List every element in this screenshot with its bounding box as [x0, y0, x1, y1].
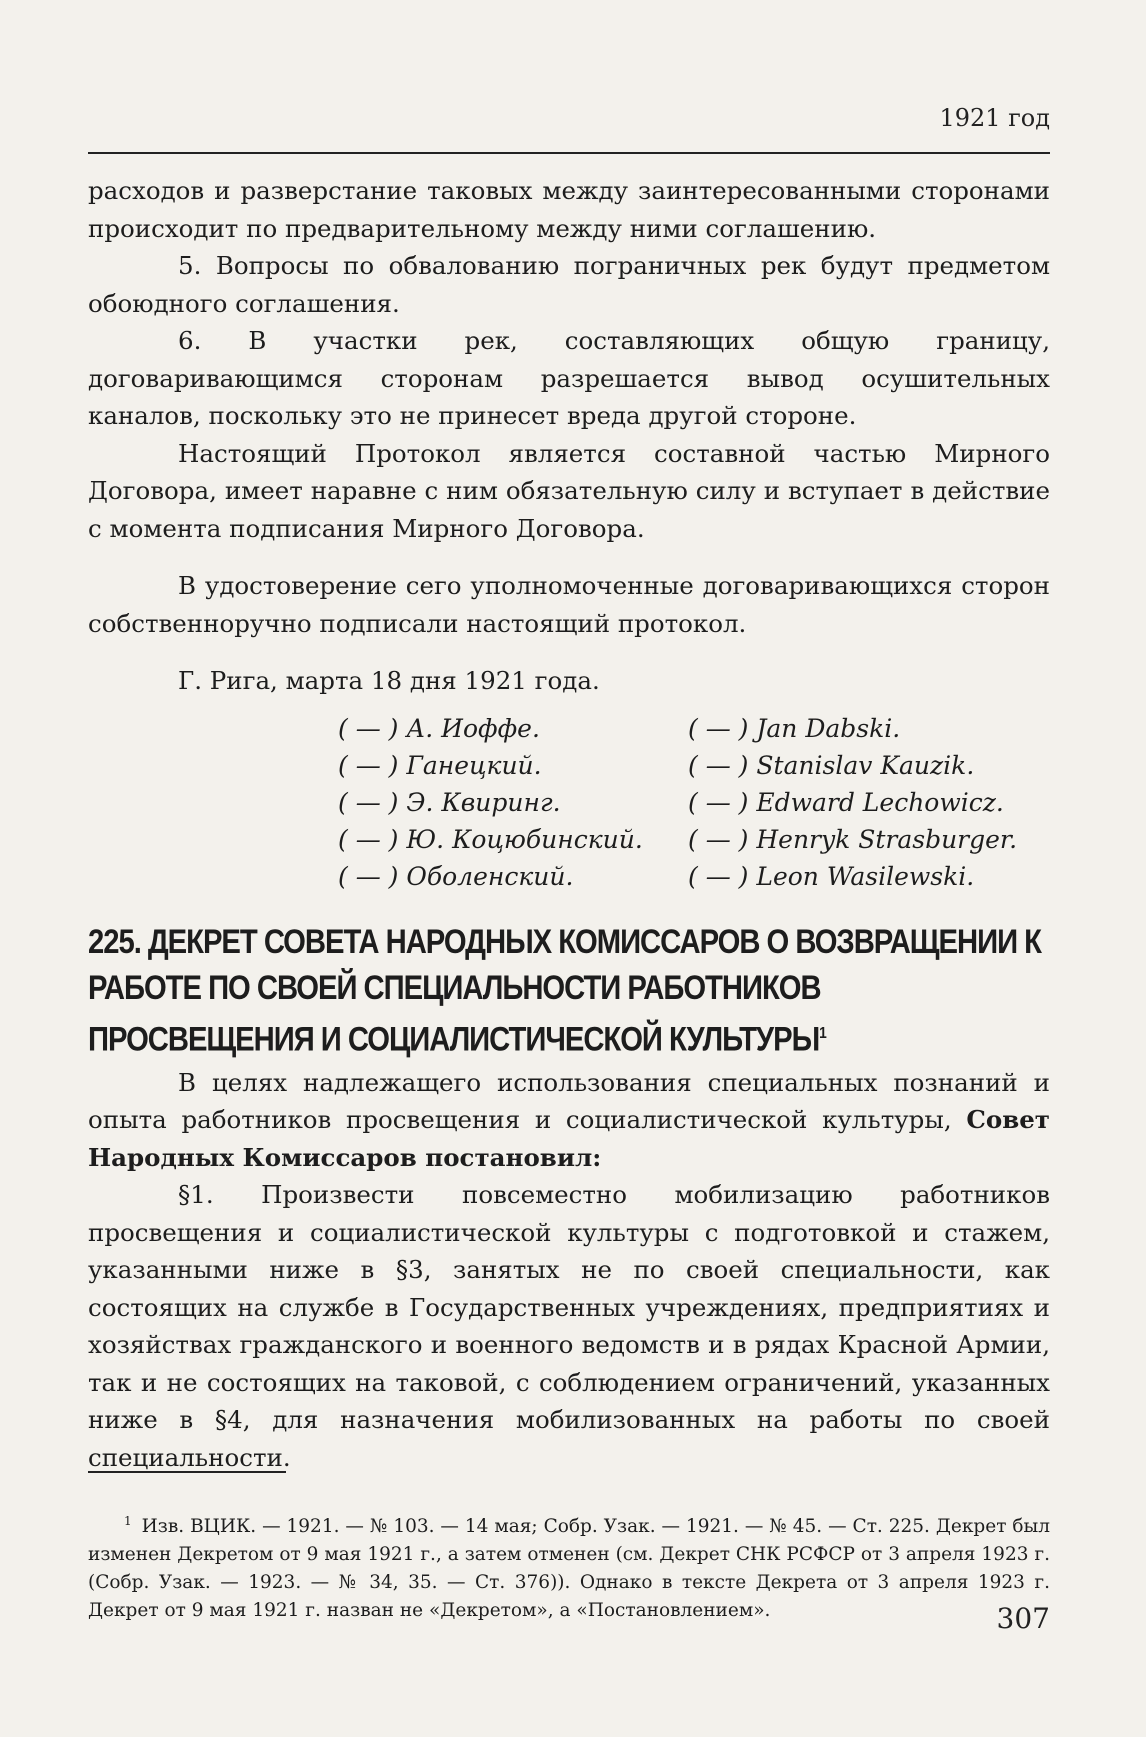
signature-left: ( — ) Э. Квиринг.	[338, 787, 561, 817]
main-text	[88, 172, 1050, 1476]
signature-left: ( — ) А. Иоффе.	[338, 713, 540, 743]
decree-title	[88, 919, 1051, 1062]
preamble-bold: Совет Народных Комиссаров постановил:	[88, 1105, 1050, 1172]
paragraph: Настоящий Протокол является составной частью Мирного Договора, имеет наравне с ним обязательную силу и вступает в действие с момента подписания Мирного Договора.	[88, 438, 1050, 543]
signature-right: ( — ) Henryk Strasburger.	[688, 824, 1018, 854]
footnote-mark: 1	[124, 1513, 132, 1528]
signature-right: ( — ) Stanislav Kauzik.	[688, 750, 975, 780]
signature-right: ( — ) Edward Lechowicz.	[688, 787, 1004, 817]
paragraph: 5. Вопросы по обвалованию пограничных рек будут предметом обоюдного соглашения.	[88, 251, 1050, 318]
signature-right: ( — ) Leon Wasilewski.	[688, 861, 975, 891]
footnote-text: Изв. ВЦИК. — 1921. — № 103. — 14 мая; Собр. Узак. — 1921. — № 45. — Ст. 225. Декрет был изменен Декретом от 9 мая 1921 г., а затем отменен (см. Декрет СНК РСФСР от 3 апреля 1923 г. (Собр. Узак. — 1923. — № 34, 35. — Ст. 376)). Однако в тексте Декрета от 3 апреля 1923 г. Декрет от 9 мая 1921 г. назван не «Декретом», а «Постановлением».	[88, 1515, 1050, 1621]
signatures-block	[338, 710, 1050, 895]
paragraph: 6. В участки рек, составляющих общую границу, договаривающимся сторонам разрешается вывод осушительных каналов, поскольку это не принесет вреда другой стороне.	[88, 326, 1050, 430]
footnote-ref: 1	[819, 1024, 826, 1042]
page-number: 307	[996, 1602, 1050, 1635]
footnote	[88, 1507, 1050, 1625]
place-date: Г. Рига, марта 18 дня 1921 года.	[178, 666, 600, 695]
decree-preamble	[88, 1064, 1050, 1177]
signature-left: ( — ) Ганецкий.	[338, 750, 542, 780]
signature-left: ( — ) Оболенский.	[338, 861, 574, 891]
decree-title-text: 225. ДЕКРЕТ СОВЕТА НАРОДНЫХ КОМИССАРОВ О ВОЗВРАЩЕНИИ К РАБОТЕ ПО СВОЕЙ СПЕЦИАЛЬНОСТИ РАБОТНИКОВ ПРОСВЕЩЕНИЯ И СОЦИАЛИСТИЧЕСКОЙ КУЛЬТУРЫ	[88, 922, 1041, 1058]
decree-section-1: §1. Произвести повсеместно мобилизацию работников просвещения и социалистической культуры с подготовкой и стажем, указанными ниже в §3, занятых не по своей специальности, как состоящих на службе в Государственных учреждениях, предприятиях и хозяйствах гражданского и военного ведомств и в рядах Красной Армии, так и не состоящих на таковой, с соблюдением ограничений, указанных ниже в §4, для назначения мобилизованных на работы по своей специальности.	[88, 1180, 1050, 1472]
footnote-divider	[88, 1471, 286, 1473]
paragraph: В удостоверение сего уполномоченные договаривающихся сторон собственноручно подписали настоящий протокол.	[88, 571, 1050, 638]
page-header	[88, 100, 1050, 154]
running-head: 1921 год	[939, 104, 1050, 132]
preamble-text: В целях надлежащего использования специальных познаний и опыта работников просвещения и социалистической культуры,	[88, 1067, 1050, 1135]
signature-right: ( — ) Jan Dabski.	[688, 713, 901, 743]
paragraph: расходов и разверстание таковых между заинтересованными сторонами происходит по предварительному между ними соглашению.	[88, 176, 1050, 243]
signature-left: ( — ) Ю. Коцюбинский.	[338, 824, 643, 854]
